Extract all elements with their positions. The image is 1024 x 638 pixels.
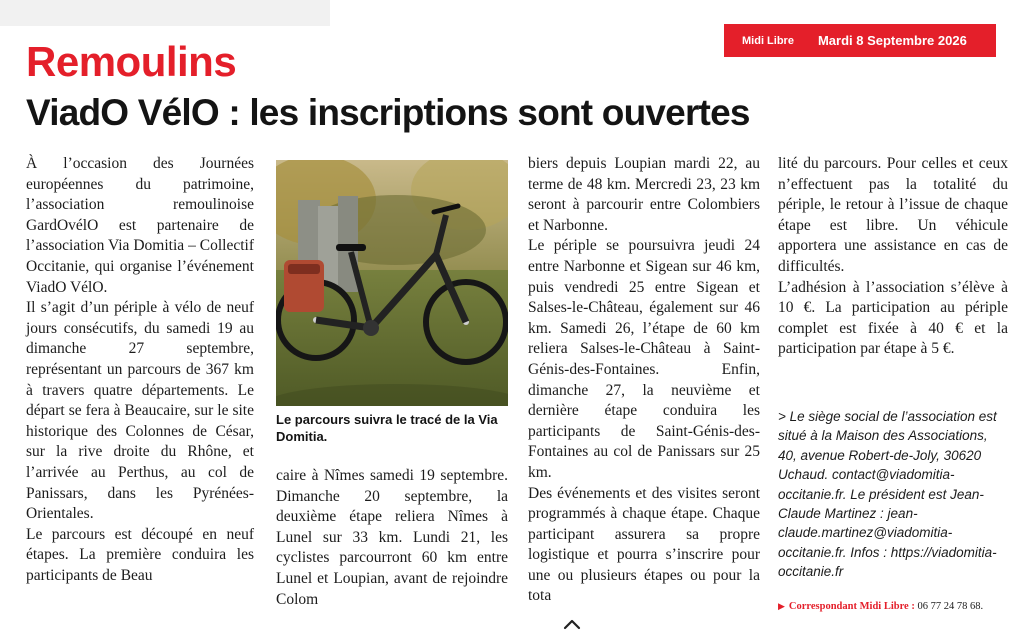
article-column-1: [26, 154, 254, 586]
correspondent-label: Correspondant Midi Libre :: [788, 601, 915, 612]
publication-date: Mardi 8 Septembre 2026: [817, 33, 967, 48]
article-paragraph: L’adhésion à l’association s’élève à 10 €. La participation au périple complet est fixée à 40 € et la participation par étape à 5 €.: [778, 278, 1008, 358]
article-column-3: [528, 154, 760, 607]
article-paragraph: Des événements et des visites seront programmés à chaque étape. Chaque participant assurera sa propre logistique et pourra s’inscrire pour une ou plusieurs étapes ou pour la tota: [528, 484, 760, 605]
top-margin-band: [0, 0, 330, 26]
chevron-up-icon[interactable]: [562, 617, 582, 631]
article-paragraph: Le parcours est découpé en neuf étapes. La première conduira les participants de Beau: [26, 525, 254, 584]
correspondent-phone: 06 77 24 78 68.: [914, 601, 984, 612]
article-paragraph: biers depuis Loupian mardi 22, au terme de 48 km. Mercredi 23, 23 km seront à parcourir entre Colombiers et Narbonne.: [528, 155, 760, 234]
bicycle-photo-illustration: [276, 160, 508, 406]
article-column-2: [276, 466, 508, 610]
header-badge: [724, 24, 996, 57]
article-photo: [276, 160, 508, 406]
article-headline: ViadO VélO : les inscriptions sont ouvertes: [26, 92, 750, 133]
photo-caption: Le parcours suivra le tracé de la Via Domitia.: [276, 412, 498, 444]
article-paragraph: À l’occasion des Journées européennes du patrimoine, l’association remoulinoise GardOvélO est partenaire de l’association Via Domitia – Collectif Occitanie, qui organise l’événement ViadO VélO.: [26, 155, 254, 296]
article-paragraph: Il s’agit d’un périple à vélo de neuf jours consécutifs, du samedi 19 au dimanche 27 septembre, représentant un parcours de 367 km à travers quatre départements. Le départ se fera à Beaucaire, sur le site historique des Colonnes de César, sur la rive droite du Rhône, et l’arrivée au Perthus, au col de Panissars, dans les Pyrénées-Orientales.: [26, 299, 254, 523]
play-arrow-icon: ▶: [778, 601, 785, 611]
article-column-4: [778, 154, 1008, 360]
correspondent-line: [778, 599, 1018, 614]
article-paragraph: caire à Nîmes samedi 19 septembre. Dimanche 20 septembre, la deuxième étape reliera Nîmes à Lunel sur 33 km. Lundi 21, les cyclistes parcourront 60 km entre Lunel et Loupian, avant de rejoindre Colom: [276, 467, 508, 608]
article-paragraph: Le périple se poursuivra jeudi 24 entre Narbonne et Sigean sur 46 km, puis vendredi 25 entre Sigean et Salses-le-Château, également sur 46 km. Samedi 26, l’étape de 60 km reliera Salses-le-Château à Saint-Génis-des-Fontaines. Enfin, dimanche 27, la neuvième et dernière étape conduira les participants de Saint-Génis-des-Fontaines au col de Panissars sur 25 km.: [528, 237, 760, 481]
article-kicker: Remoulins: [26, 38, 237, 85]
association-info-box: > Le siège social de l’association est situé à la Maison des Associations, 40, avenue Robert-de-Joly, 30620 Uchaud. contact@viadomitia-occitanie.fr. Le président est Jean-Claude Martinez : jean-claude.martinez@viadomitia-occitanie.fr. Infos : https://viadomitia-occitanie.fr: [778, 409, 997, 580]
article-paragraph: lité du parcours. Pour celles et ceux n’effectuent pas la totalité du périple, le retour à l’issue de chaque étape est libre. Un véhicule apportera une assistance en cas de difficultés.: [778, 155, 1008, 275]
publication-name: Midi Libre: [742, 34, 794, 47]
